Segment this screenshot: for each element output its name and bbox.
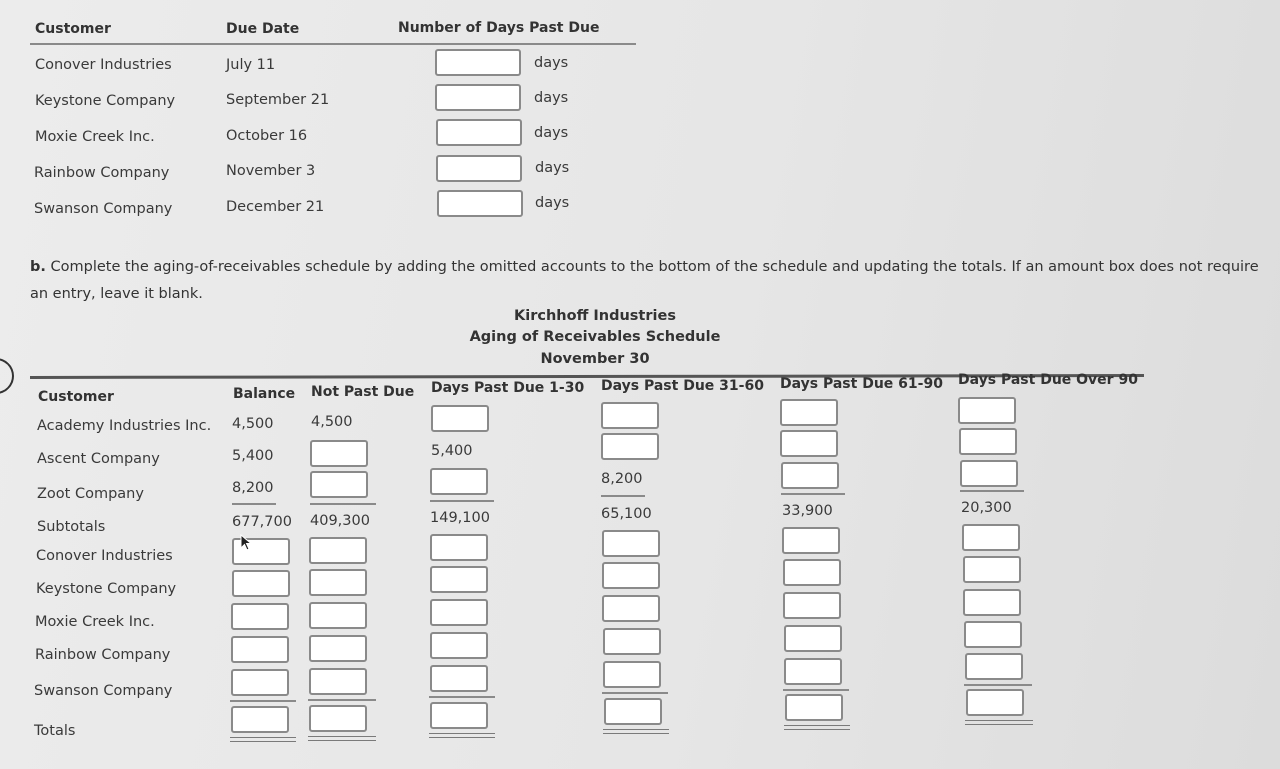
amount-input[interactable] — [309, 668, 367, 695]
total-double-rule — [308, 736, 376, 741]
amount-input[interactable] — [231, 636, 289, 663]
days-label: days — [534, 125, 569, 141]
amount-input[interactable] — [784, 658, 842, 685]
amount-input[interactable] — [783, 559, 841, 586]
company-title: Kirchhoff Industries — [514, 308, 676, 324]
amount-input[interactable] — [785, 694, 843, 721]
total-rule — [964, 684, 1032, 686]
subtotal-days-1-30: 149,100 — [430, 510, 490, 526]
header-balance: Balance — [233, 386, 296, 402]
subtotal-days-61-90: 33,900 — [782, 503, 833, 519]
part-a-header-rule — [30, 43, 636, 45]
total-double-rule — [230, 737, 296, 742]
part-a-due-date: November 3 — [226, 163, 316, 179]
amount-input[interactable] — [603, 628, 661, 655]
total-double-rule — [784, 725, 850, 730]
amount-input[interactable] — [309, 569, 367, 596]
part-a-header-days-past-due: Number of Days Past Due — [398, 20, 600, 36]
amount-input[interactable] — [430, 599, 488, 626]
amount-input[interactable] — [964, 621, 1022, 648]
amount-input[interactable] — [602, 530, 660, 557]
amount-input[interactable] — [309, 537, 367, 564]
amount-input[interactable] — [602, 562, 660, 589]
amount-input[interactable] — [601, 402, 659, 429]
days-1-30-ascent: 5,400 — [431, 443, 473, 459]
added-customer: Moxie Creek Inc. — [35, 614, 155, 630]
amount-input[interactable] — [962, 524, 1020, 551]
days-past-due-input[interactable] — [436, 119, 522, 146]
subtotal-rule — [601, 495, 645, 497]
part-a-customer: Swanson Company — [34, 201, 173, 217]
amount-input[interactable] — [960, 460, 1018, 487]
total-rule — [783, 689, 849, 691]
header-days-61-90: Days Past Due 61-90 — [780, 376, 943, 392]
added-customer: Keystone Company — [36, 581, 177, 597]
part-a-customer: Moxie Creek Inc. — [35, 129, 155, 145]
schedule-date: November 30 — [540, 351, 650, 367]
customer-ascent: Ascent Company — [37, 451, 160, 467]
amount-input[interactable] — [431, 405, 489, 432]
amount-input[interactable] — [780, 399, 838, 426]
instruction-line-1 — [30, 254, 1259, 281]
subtotal-rule — [232, 503, 276, 505]
amount-input[interactable] — [601, 433, 659, 460]
total-double-rule — [965, 720, 1033, 725]
subtotal-balance: 677,700 — [232, 514, 292, 530]
amount-input[interactable] — [963, 556, 1021, 583]
subtotals-label: Subtotals — [37, 519, 106, 535]
amount-input[interactable] — [309, 602, 367, 629]
subtotal-rule — [430, 500, 494, 502]
added-customer: Conover Industries — [36, 548, 173, 564]
customer-academy: Academy Industries Inc. — [37, 418, 212, 434]
subtotal-rule — [310, 503, 376, 505]
subtotal-rule — [960, 490, 1024, 492]
added-customer: Rainbow Company — [35, 647, 171, 663]
balance-ascent: 5,400 — [232, 448, 274, 464]
amount-input[interactable] — [959, 428, 1017, 455]
amount-input[interactable] — [231, 669, 289, 696]
amount-input[interactable] — [309, 635, 367, 662]
amount-input[interactable] — [430, 665, 488, 692]
days-past-due-input[interactable] — [435, 49, 521, 76]
amount-input[interactable] — [783, 592, 841, 619]
totals-label: Totals — [34, 723, 76, 739]
not-past-due-academy: 4,500 — [311, 414, 353, 430]
amount-input[interactable] — [430, 702, 488, 729]
header-customer: Customer — [38, 389, 114, 405]
header-days-over-90: Days Past Due Over 90 — [958, 372, 1138, 388]
amount-input[interactable] — [430, 566, 488, 593]
schedule-title: Aging of Receivables Schedule — [469, 329, 721, 345]
amount-input[interactable] — [231, 603, 289, 630]
days-past-due-input[interactable] — [435, 84, 521, 111]
balance-zoot: 8,200 — [232, 480, 274, 496]
part-a-due-date: September 21 — [226, 92, 330, 108]
total-rule — [308, 699, 376, 701]
amount-input[interactable] — [782, 527, 840, 554]
amount-input[interactable] — [602, 595, 660, 622]
part-a-due-date: July 11 — [226, 57, 276, 73]
customer-zoot: Zoot Company — [37, 486, 144, 502]
amount-input[interactable] — [232, 570, 290, 597]
amount-input[interactable] — [603, 661, 661, 688]
days-label: days — [535, 160, 570, 176]
amount-input[interactable] — [965, 653, 1023, 680]
amount-input[interactable] — [958, 397, 1016, 424]
header-days-31-60: Days Past Due 31-60 — [601, 378, 764, 394]
amount-input[interactable] — [430, 632, 488, 659]
part-a-customer: Conover Industries — [35, 57, 172, 73]
total-double-rule — [603, 729, 669, 734]
instruction-text: Complete the aging-of-receivables schedule by adding the omitted accounts to the bottom of the schedule and updating the totals. If an amount box does not require — [50, 259, 1259, 275]
total-double-rule — [429, 733, 495, 738]
part-a-customer: Rainbow Company — [34, 165, 170, 181]
days-label: days — [534, 90, 569, 106]
subtotal-days-over-90: 20,300 — [961, 500, 1012, 516]
instruction-line-2: an entry, leave it blank. — [30, 286, 203, 302]
amount-input[interactable] — [310, 471, 368, 498]
subtotal-rule — [781, 493, 845, 495]
amount-input[interactable] — [963, 589, 1021, 616]
header-days-1-30: Days Past Due 1-30 — [431, 380, 585, 396]
days-label: days — [535, 195, 570, 211]
arc-decoration — [0, 351, 21, 402]
cursor-arrow-icon — [240, 534, 254, 552]
part-a-header-customer: Customer — [35, 21, 111, 37]
part-a-due-date: December 21 — [226, 199, 325, 215]
amount-input[interactable] — [604, 698, 662, 725]
days-past-due-input[interactable] — [436, 155, 522, 182]
amount-input[interactable] — [966, 689, 1024, 716]
header-not-past-due: Not Past Due — [311, 384, 415, 400]
amount-input[interactable] — [430, 534, 488, 561]
amount-input[interactable] — [780, 430, 838, 457]
total-rule — [429, 696, 495, 698]
amount-input[interactable] — [231, 706, 289, 733]
total-rule — [230, 700, 296, 702]
part-a-header-due-date: Due Date — [226, 21, 300, 37]
amount-input[interactable] — [781, 462, 839, 489]
added-customer: Swanson Company — [34, 683, 173, 699]
part-a-customer: Keystone Company — [35, 93, 176, 109]
balance-academy: 4,500 — [232, 416, 274, 432]
total-rule — [602, 692, 668, 694]
days-31-60-zoot: 8,200 — [601, 471, 643, 487]
amount-input[interactable] — [310, 440, 368, 467]
amount-input[interactable] — [784, 625, 842, 652]
instruction-label: b. — [30, 259, 46, 275]
subtotal-not-past-due: 409,300 — [310, 513, 370, 529]
days-label: days — [534, 55, 569, 71]
amount-input[interactable] — [430, 468, 488, 495]
amount-input[interactable] — [309, 705, 367, 732]
days-past-due-input[interactable] — [437, 190, 523, 217]
part-a-due-date: October 16 — [226, 128, 308, 144]
subtotal-days-31-60: 65,100 — [601, 506, 652, 522]
